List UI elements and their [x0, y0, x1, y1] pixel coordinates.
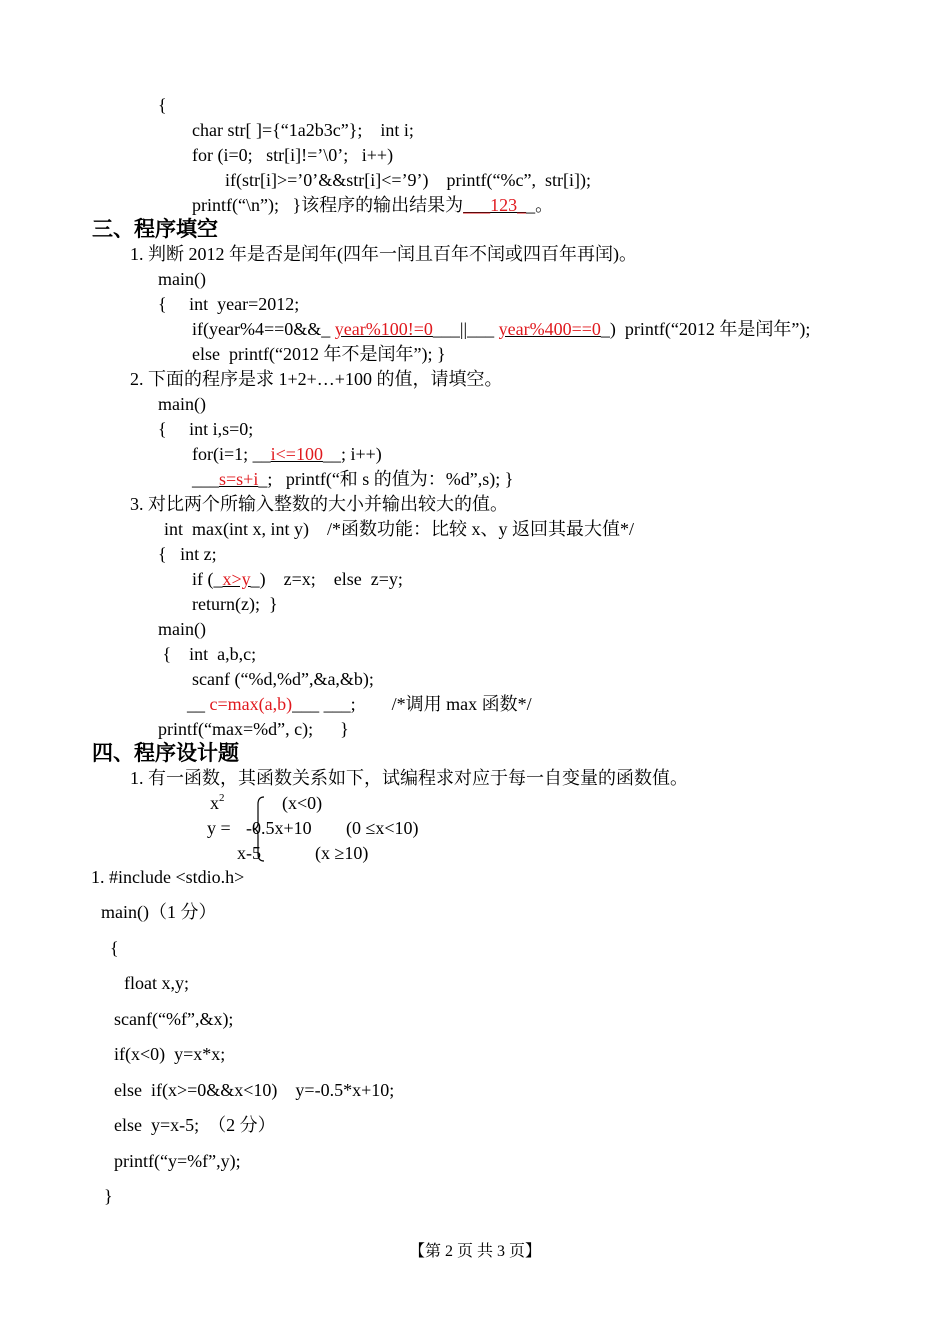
code-text: ___||___	[432, 319, 499, 339]
code-line: printf(“y=%f”,y);	[114, 1151, 241, 1171]
code-line: main()（1 分）	[101, 902, 217, 922]
code-text: _) printf(“2012 年是闰年”);	[600, 319, 811, 339]
code-line: char str[ ]={“1a2b3c”}; int i;	[192, 120, 414, 140]
formula-term: x-5	[237, 843, 261, 863]
code-line: else if(x>=0&&x<10) y=-0.5*x+10;	[114, 1080, 395, 1100]
code-line: scanf (“%d,%d”,&a,&b);	[192, 669, 374, 689]
formula-condition: (0 ≤x<10)	[346, 818, 419, 838]
code-text: _) z=x; else z=y;	[250, 569, 403, 589]
code-line	[192, 194, 553, 216]
code-line: for (i=0; str[i]!=’\0’; i++)	[192, 145, 394, 165]
code-text: __; i++)	[322, 444, 382, 464]
curly-brace-icon	[252, 796, 266, 862]
answer-text: i<=100	[270, 444, 323, 464]
page-number: 【第 2 页 共 3 页】	[408, 1243, 541, 1260]
answer-text: x>y	[222, 569, 251, 589]
formula-term	[210, 792, 225, 814]
code-line	[192, 318, 810, 340]
answer-text: c=max(a,b)	[209, 694, 293, 714]
code-line	[192, 468, 513, 490]
code-text: _。	[526, 195, 554, 215]
formula-term: -0.5x+10	[246, 818, 312, 838]
section-heading: 四、程序设计题	[92, 741, 239, 765]
code-line: main()	[158, 269, 206, 289]
code-line: { int year=2012;	[158, 294, 300, 314]
section-heading: 三、程序填空	[92, 217, 218, 241]
code-text: for(i=1; __	[192, 444, 271, 464]
formula-condition: (x ≥10)	[315, 843, 369, 863]
code-line: float x,y;	[124, 973, 189, 993]
code-line	[187, 693, 532, 715]
code-line: {	[158, 95, 167, 115]
code-line: if(str[i]>=’0’&&str[i]<=’9’) printf(“%c”, str[i]);	[225, 170, 591, 190]
code-line: 1. #include <stdio.h>	[91, 867, 245, 887]
code-line: }	[104, 1186, 113, 1206]
formula-condition: (x<0)	[282, 793, 323, 813]
code-line: main()	[158, 394, 206, 414]
formula-exponent: 2	[219, 792, 225, 804]
question-title: 1. 有一函数，其函数关系如下，试编程求对应于每一自变量的函数值。	[130, 768, 688, 788]
code-line	[192, 443, 382, 465]
code-line: main()	[158, 619, 206, 639]
code-line: { int z;	[158, 544, 217, 564]
code-text: if (_	[192, 569, 223, 589]
code-line: else printf(“2012 年不是闰年”); }	[192, 344, 446, 364]
formula-lhs: y =	[207, 818, 236, 838]
code-text: ___	[192, 469, 219, 489]
code-line: int max(int x, int y) /*函数功能：比较 x、y 返回其最大值*/	[164, 519, 634, 539]
answer-text: year%100!=0	[334, 319, 433, 339]
question-title: 2. 下面的程序是求 1+2+…+100 的值，请填空。	[130, 369, 503, 389]
code-text: if(year%4==0&&_	[192, 319, 335, 339]
answer-text: year%400==0	[498, 319, 601, 339]
code-line: { int a,b,c;	[158, 644, 257, 664]
code-line: printf(“max=%d”, c); }	[158, 719, 349, 739]
code-line	[192, 568, 403, 590]
code-line: {	[110, 938, 119, 958]
answer-text: s=s+i	[219, 469, 259, 489]
code-text: printf(“\n”); }该程序的输出结果为	[192, 195, 464, 215]
answer-text: ___123_	[463, 195, 527, 215]
code-text: ___ ___; /*调用 max 函数*/	[292, 694, 532, 714]
question-title: 1. 判断 2012 年是否是闰年(四年一闰且百年不闰或四百年再闰)。	[130, 244, 637, 264]
code-line: else y=x-5; （2 分）	[114, 1115, 276, 1135]
formula-x: x	[210, 793, 219, 813]
code-text: __	[187, 694, 210, 714]
code-line: if(x<0) y=x*x;	[114, 1044, 226, 1064]
code-text: _; printf(“和 s 的值为：%d”,s); }	[258, 469, 514, 489]
code-line: { int i,s=0;	[158, 419, 254, 439]
question-title: 3. 对比两个所输入整数的大小并输出较大的值。	[130, 494, 508, 514]
code-line: scanf(“%f”,&x);	[114, 1009, 234, 1029]
code-line: return(z); }	[192, 594, 278, 614]
